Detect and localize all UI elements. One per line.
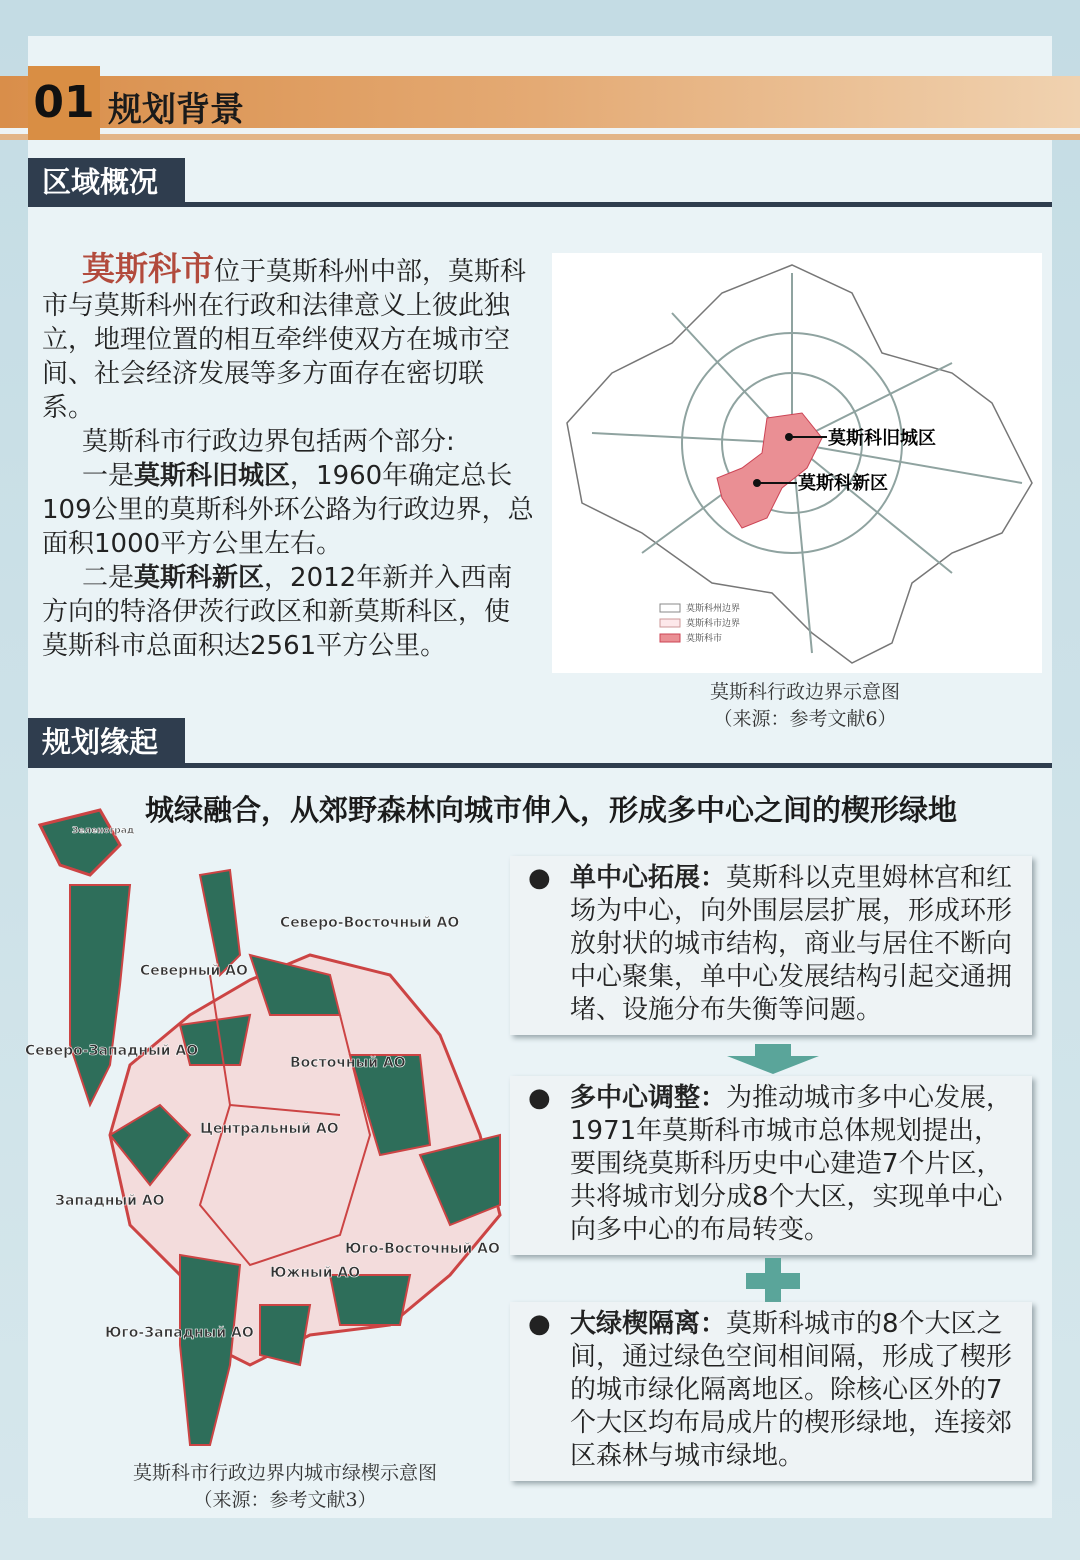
card-title: 大绿楔隔离：	[570, 1309, 727, 1339]
p4-post: ，2012年新并入西南方向的特洛伊茨行政区和新莫斯科区，使莫斯科市总面积达2561平方公里。	[42, 563, 513, 661]
p4-pre: 二是	[82, 563, 135, 593]
card-title: 单中心拓展：	[570, 863, 727, 893]
map2-caption	[100, 1460, 470, 1514]
p4-bold: 莫斯科新区	[134, 563, 265, 593]
card-green-wedge	[510, 1302, 1032, 1481]
card-title: 多中心调整：	[570, 1083, 727, 1113]
map1-caption-title: 莫斯科行政边界示意图	[709, 681, 900, 703]
intro-text	[42, 249, 534, 663]
card-single-center	[510, 856, 1032, 1035]
p3-pre: 一是	[82, 461, 135, 491]
legend-city-border: 莫斯科市边界	[686, 619, 741, 629]
card-text: 莫斯科以克里姆林宫和红场为中心，向外围层层扩展，形成环形放射状的城市结构，商业与居住不断向中心聚集，单中心发展结构引起交通拥堵、设施分布失衡等问题。	[570, 863, 1013, 1025]
lead-city: 莫斯科市	[82, 249, 214, 288]
label-new-area: 莫斯科新区	[798, 473, 888, 494]
label-old-city: 莫斯科旧城区	[828, 428, 936, 449]
label-south: Южный АО	[270, 1265, 361, 1281]
bullet-icon: ●	[528, 1083, 551, 1113]
plus-icon	[746, 1258, 800, 1304]
section-tag-origin: 规划缘起	[28, 718, 185, 766]
card-multi-center	[510, 1076, 1032, 1255]
legend-oblast: 莫斯科州边界	[686, 604, 741, 614]
intro-p2: 莫斯科市行政边界包括两个部分:	[82, 427, 455, 457]
label-southeast: Юго-Восточный АО	[345, 1241, 500, 1257]
section-tag-overview: 区域概况	[28, 158, 185, 206]
bullet-icon: ●	[528, 1309, 551, 1339]
label-east: Восточный АО	[290, 1055, 406, 1071]
label-zelenograd: Зеленоград	[72, 826, 135, 836]
map2-caption-source: （来源：参考文献3）	[193, 1489, 377, 1511]
label-northeast: Северо-Восточный АО	[280, 915, 460, 931]
map2-caption-title: 莫斯科市行政边界内城市绿楔示意图	[132, 1462, 437, 1484]
card-text: 为推动城市多中心发展，1971年莫斯科市城市总体规划提出，要围绕莫斯科历史中心建造7个片区，共将城市划分成8个大区，实现单中心向多中心的布局转变。	[570, 1083, 1013, 1245]
legend-city: 莫斯科市	[686, 634, 723, 644]
p3-bold: 莫斯科旧城区	[134, 461, 291, 491]
map1-caption	[640, 679, 970, 733]
bullet-icon: ●	[528, 863, 551, 893]
map1-caption-source: （来源：参考文献6）	[713, 708, 897, 730]
headline: 城绿融合，从郊野森林向城市伸入，形成多中心之间的楔形绿地	[145, 793, 958, 827]
arrow-down-icon	[727, 1044, 819, 1074]
divider	[28, 763, 1052, 768]
moscow-admin-map	[552, 253, 1042, 673]
page-title: 规划背景	[108, 90, 244, 130]
p3-post: ，1960年确定总长109公里的莫斯科外环公路为行政边界，总面积1000平方公里左右。	[42, 461, 534, 559]
intro-p1: 位于莫斯科州中部，莫斯科市与莫斯科州在行政和法律意义上彼此独立，地理位置的相互牵绊使双方在城市空间、社会经济发展等多方面存在密切联系。	[42, 257, 527, 423]
divider	[28, 202, 1052, 207]
label-northwest: Северо-Западный АО	[25, 1043, 199, 1059]
label-central: Центральный АО	[200, 1121, 339, 1137]
green-wedge-map	[10, 805, 525, 1465]
label-southwest: Юго-Западный АО	[105, 1325, 254, 1341]
section-number: 01	[28, 66, 100, 140]
label-north: Северный АО	[140, 963, 248, 979]
label-west: Западный АО	[55, 1193, 165, 1209]
card-text: 莫斯科城市的8个大区之间，通过绿色空间相间隔，形成了楔形的城市绿化隔离地区。除核心区外的7个大区均布局成片的楔形绿地，连接郊区森林与城市绿地。	[570, 1309, 1013, 1471]
